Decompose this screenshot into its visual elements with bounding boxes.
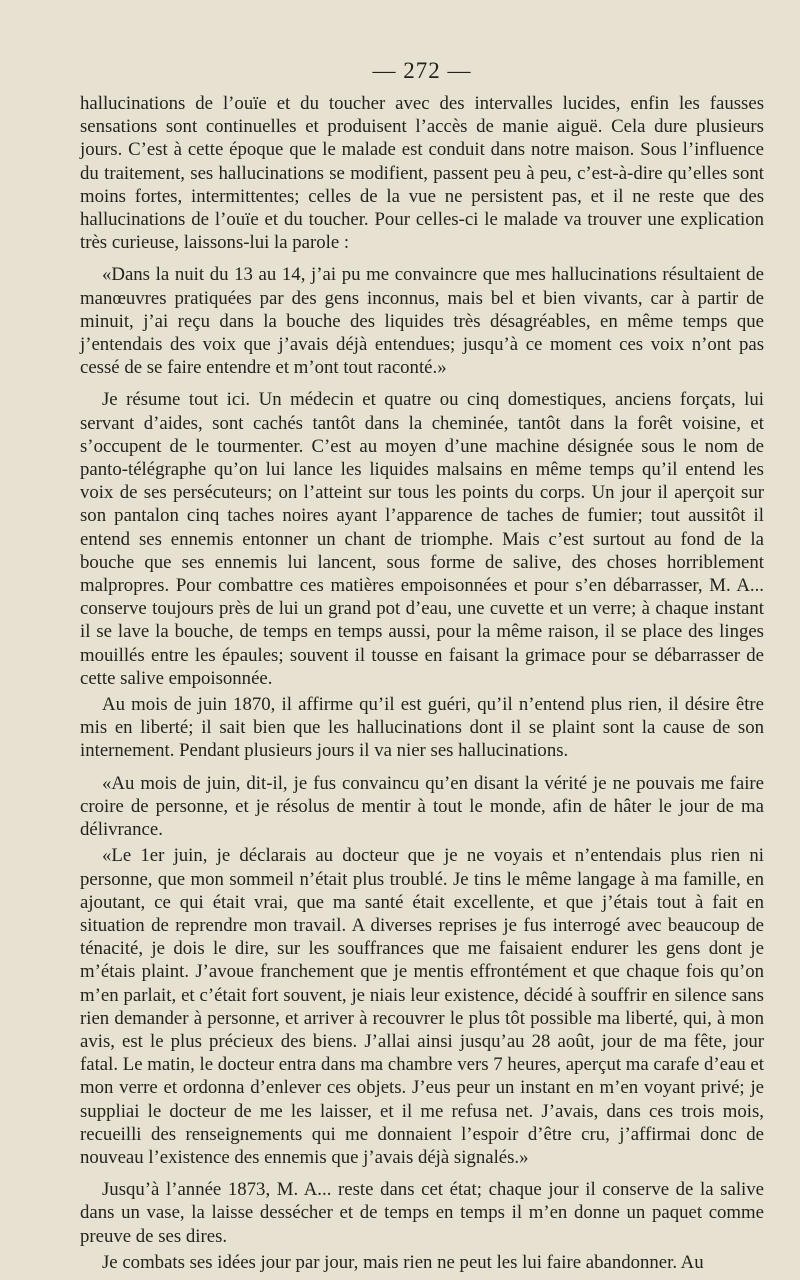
paragraph-2: «Dans la nuit du 13 au 14, j’ai pu me convaincre que mes hallucinations résultaient de manœuvres pratiquées par des gens inconnus, mais bel et bien vivants, car à partir de minuit, j’ai reçu dans la bouche des liquides très désagréables, en même temps que j’entendais des voix que j’avais déjà entendues; jusqu’à ce moment ces voix n’ont pas cessé de se faire entendre et m’ont tout raconté.» xyxy=(80,264,764,379)
page-number: — 272 — xyxy=(372,58,472,83)
paragraph-6: «Le 1er juin, je déclarais au docteur que je ne voyais et n’entendais plus rien ni personne, que mon sommeil n’était plus troublé. Je tins le même langage à ma famille, en ajoutant, ce qui était vrai, que ma santé était excellente, et que j’étais tout à fait en situation de reprendre mon travail. A diverses reprises je fus interrogé avec beaucoup de ténacité, je dois le dire, sur les souffrances que me faisaient endurer les gens dont je m’étais plaint. J’avoue franchement que je mentis effrontément et que chaque fois qu’on m’en parlait, et c’était fort souvent, je niais leur existence, décidé à souffrir en silence sans rien demander à personne, et arriver à recouvrer le plus tôt possible ma liberté, qui, à mon avis, est le plus précieux des biens. J’allai ainsi jusqu’au 28 août, jour de ma fête, jour fatal. Le matin, le docteur entra dans ma chambre vers 7 heures, aperçut ma carafe d’eau et mon verre et ordonna d’enlever ces objets. J’eus peur un instant en m’en voyant privé; je suppliai le docteur de me les laisser, et il me refusa net. J’avais, dans ces trois mois, recueilli des renseignements qui me donnaient l’espoir d’être cru, j’affirmai donc de nouveau l’existence des ennemis que j’avais déjà signalés.» xyxy=(80,845,764,1168)
paragraph-4: Au mois de juin 1870, il affirme qu’il est guéri, qu’il n’entend plus rien, il désire être mis en liberté; il sait bien que les hallucinations dont il se plaint sont la cause de son internement. Pendant plusieurs jours il va nier ses hallucinations. xyxy=(80,694,764,762)
paragraph-7: Jusqu’à l’année 1873, M. A... reste dans cet état; chaque jour il conserve de la salive dans un vase, la laisse dessécher et de temps en temps il m’en donne un paquet comme preuve de ses dires. xyxy=(80,1179,764,1247)
paragraph-3: Je résume tout ici. Un médecin et quatre ou cinq domestiques, anciens forçats, lui servant d’aides, sont cachés tantôt dans la cheminée, tantôt dans la forêt voisine, et s’occupent de le tourmenter. C’est au moyen d’une machine désignée sous le nom de panto-télégraphe qu’on lui lance les liquides malsains en même temps qu’il entend les voix de ses persécuteurs; on l’atteint sur tous les points du corps. Un jour il aperçoit sur son pantalon cinq taches noires ayant l’apparence de taches de fumier; tout aussitôt il entend ses ennemis entonner un chant de triomphe. Mais c’est surtout au fond de la bouche que ses ennemis lui lancent, sous forme de salive, des choses horriblement malpropres. Pour combattre ces matières empoisonnées et pour s’en débarrasser, M. A... conserve toujours près de lui un grand pot d’eau, une cuvette et un verre; à chaque instant il se lave la bouche, de temps en temps aussi, pour la même raison, il se place des linges mouillés entre les épaules; souvent il tousse en faisant la grimace pour se débarrasser de cette salive empoisonnée. xyxy=(80,389,764,689)
paragraph-5: «Au mois de juin, dit-il, je fus convaincu qu’en disant la vérité je ne pouvais me faire croire de personne, et je résolus de mentir à tout le monde, afin de hâter le jour de ma délivrance. xyxy=(80,772,764,841)
paragraph-8: Je combats ses idées jour par jour, mais rien ne peut les lui faire abandonner. Au xyxy=(102,1251,704,1273)
paragraph-1: hallucinations de l’ouïe et du toucher avec des intervalles lucides, enfin les fausses sensations sont continuelles et produisent l’accès de manie aiguë. Cela dure plusieurs jours. C’est à cette époque que le malade est conduit dans notre maison. Sous l’influence du traitement, ses hallucinations se modifient, passent peu à peu, c’est-à-dire qu’elles sont moins fortes, intermittentes; celles de la vue ne persistent pas, et il ne reste que des hallucinations de l’ouïe et du toucher. Pour celles-ci le malade va trouver une explication très curieuse, laissons-lui la parole : xyxy=(80,93,764,254)
